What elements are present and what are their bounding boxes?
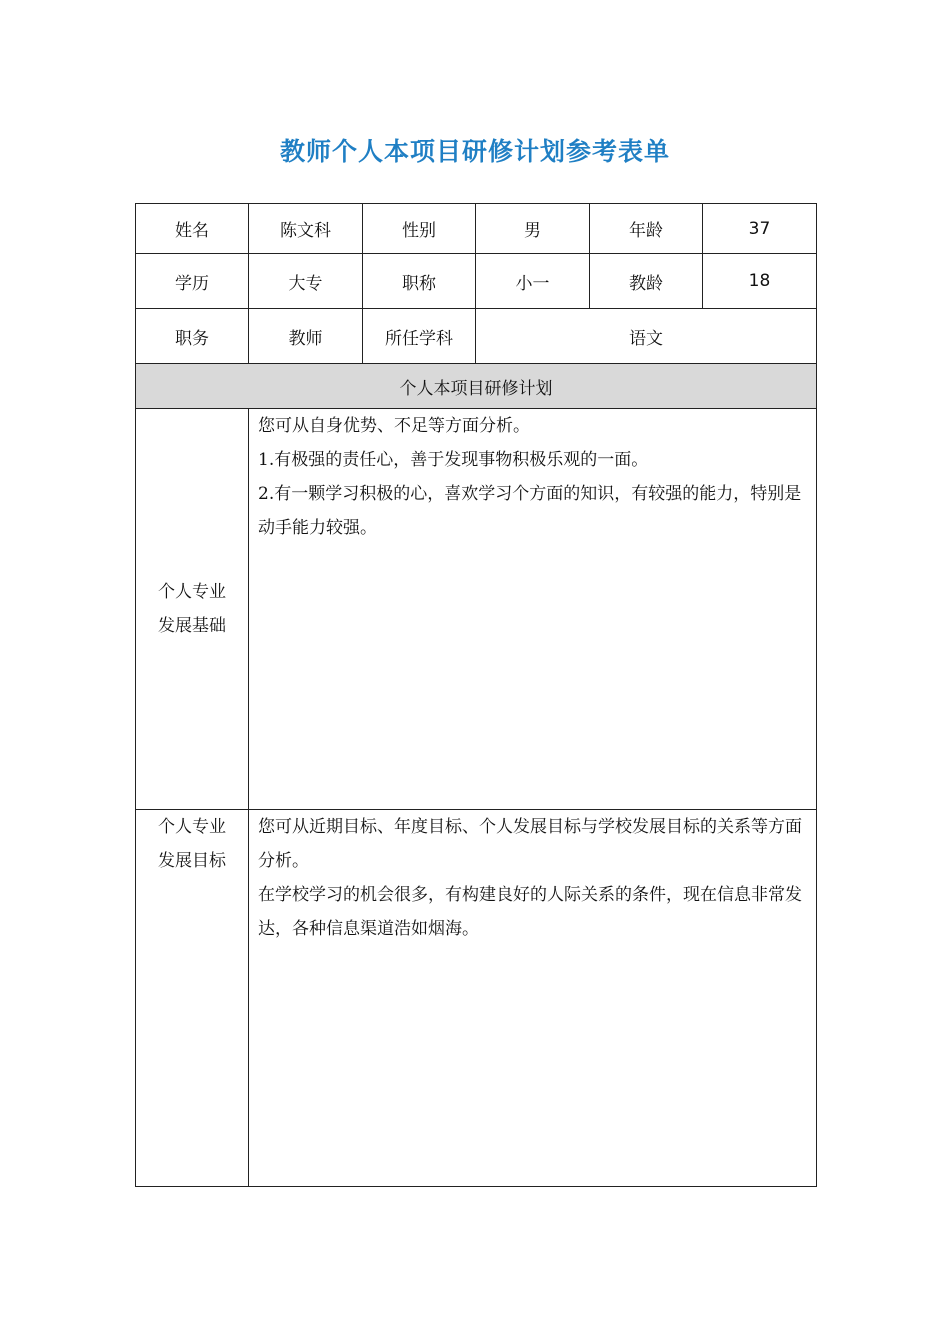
section-title: 个人本项目研修计划	[136, 364, 817, 409]
teaching-years-value[interactable]: 18	[703, 254, 817, 309]
foundation-paragraph: 1.有极强的责任心，善于发现事物积极乐观的一面。	[258, 450, 649, 470]
goals-label-line1: 个人专业	[158, 817, 226, 837]
research-plan-form	[135, 203, 817, 1187]
education-value[interactable]: 大专	[249, 254, 363, 309]
foundation-label-line1: 个人专业	[158, 582, 226, 602]
subject-label: 所任学科	[363, 309, 476, 364]
age-value[interactable]: 37	[703, 204, 817, 254]
foundation-paragraph: 您可从自身优势、不足等方面分析。	[258, 416, 530, 436]
gender-label: 性别	[363, 204, 476, 254]
info-row-1	[136, 204, 817, 254]
position-value[interactable]: 教师	[249, 309, 363, 364]
name-label: 姓名	[136, 204, 249, 254]
goals-content[interactable]	[249, 810, 817, 1187]
foundation-paragraph: 2.有一颗学习积极的心，喜欢学习个方面的知识，有较强的能力，特别是动手能力较强。	[258, 484, 802, 538]
info-row-3	[136, 309, 817, 364]
foundation-row	[136, 409, 817, 810]
position-label: 职务	[136, 309, 249, 364]
rank-label: 职称	[363, 254, 476, 309]
info-row-2	[136, 254, 817, 309]
subject-value[interactable]: 语文	[476, 309, 817, 364]
foundation-label	[136, 409, 249, 810]
goals-label	[136, 810, 249, 1187]
goals-row	[136, 810, 817, 1187]
foundation-label-line2: 发展基础	[158, 616, 226, 636]
education-label: 学历	[136, 254, 249, 309]
teaching-years-label: 教龄	[590, 254, 703, 309]
goals-paragraph: 在学校学习的机会很多，有构建良好的人际关系的条件，现在信息非常发达，各种信息渠道浩如烟海。	[258, 885, 802, 939]
goals-label-line2: 发展目标	[158, 851, 226, 871]
gender-value[interactable]: 男	[476, 204, 590, 254]
page-title: 教师个人本项目研修计划参考表单	[279, 137, 670, 166]
foundation-content[interactable]	[249, 409, 817, 810]
name-value[interactable]: 陈文科	[249, 204, 363, 254]
goals-paragraph: 您可从近期目标、年度目标、个人发展目标与学校发展目标的关系等方面分析。	[258, 817, 802, 871]
section-header-row	[136, 364, 817, 409]
age-label: 年龄	[590, 204, 703, 254]
rank-value[interactable]: 小一	[476, 254, 590, 309]
